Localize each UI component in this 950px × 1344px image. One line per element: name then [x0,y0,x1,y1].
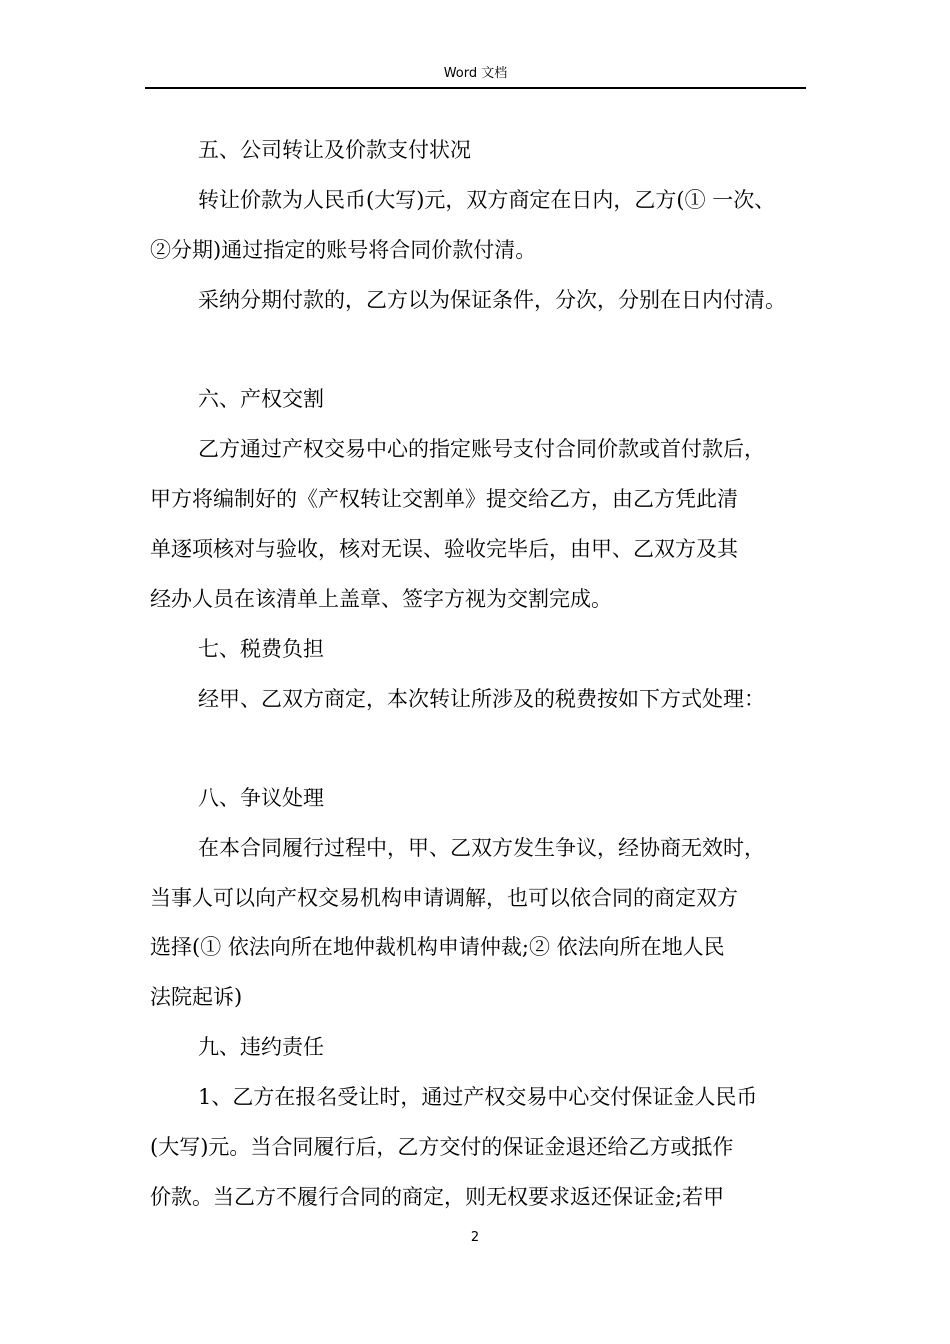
paragraph-line: 价款。当乙方不履行合同的商定，则无权要求返还保证金;若甲 [150,1185,725,1209]
paragraph-line: 乙方通过产权交易中心的指定账号支付合同价款或首付款后， [198,437,765,461]
paragraph-line: 经办人员在该清单上盖章、签字方视为交割完成。 [150,587,612,611]
paragraph-line: 在本合同履行过程中，甲、乙双方发生争议，经协商无效时， [198,836,765,860]
section-heading-9: 九、违约责任 [198,1035,324,1059]
paragraph-line: 法院起诉) [150,985,243,1009]
page-header: Word 文档 [443,66,508,81]
paragraph-line: 1、乙方在报名受让时，通过产权交易中心交付保证金人民币 [198,1085,758,1109]
paragraph-line: 单逐项核对与验收，核对无误、验收完毕后，由甲、乙双方及其 [150,537,738,561]
section-heading-5: 五、公司转让及价款支付状况 [198,138,471,162]
page-number: 2 [470,1230,480,1245]
paragraph-line: 当事人可以向产权交易机构申请调解，也可以依合同的商定双方 [150,886,738,910]
paragraph-line: 转让价款为人民币(大写)元，双方商定在日内，乙方(① 一次、 [198,188,776,212]
paragraph-line: 经甲、乙双方商定，本次转让所涉及的税费按如下方式处理： [198,687,765,711]
paragraph-line: 甲方将编制好的《产权转让交割单》提交给乙方，由乙方凭此清 [150,487,738,511]
paragraph-line: 选择(① 依法向所在地仲裁机构申请仲裁;② 依法向所在地人民 [150,935,725,959]
section-heading-7: 七、税费负担 [198,637,324,661]
paragraph-line: 采纳分期付款的，乙方以为保证条件，分次，分别在日内付清。 [198,288,786,312]
paragraph-line: (大写)元。当合同履行后，乙方交付的保证金退还给乙方或抵作 [150,1135,734,1159]
section-heading-8: 八、争议处理 [198,786,324,810]
paragraph-line: ②分期)通过指定的账号将合同价款付清。 [150,238,537,262]
section-heading-6: 六、产权交割 [198,387,324,411]
